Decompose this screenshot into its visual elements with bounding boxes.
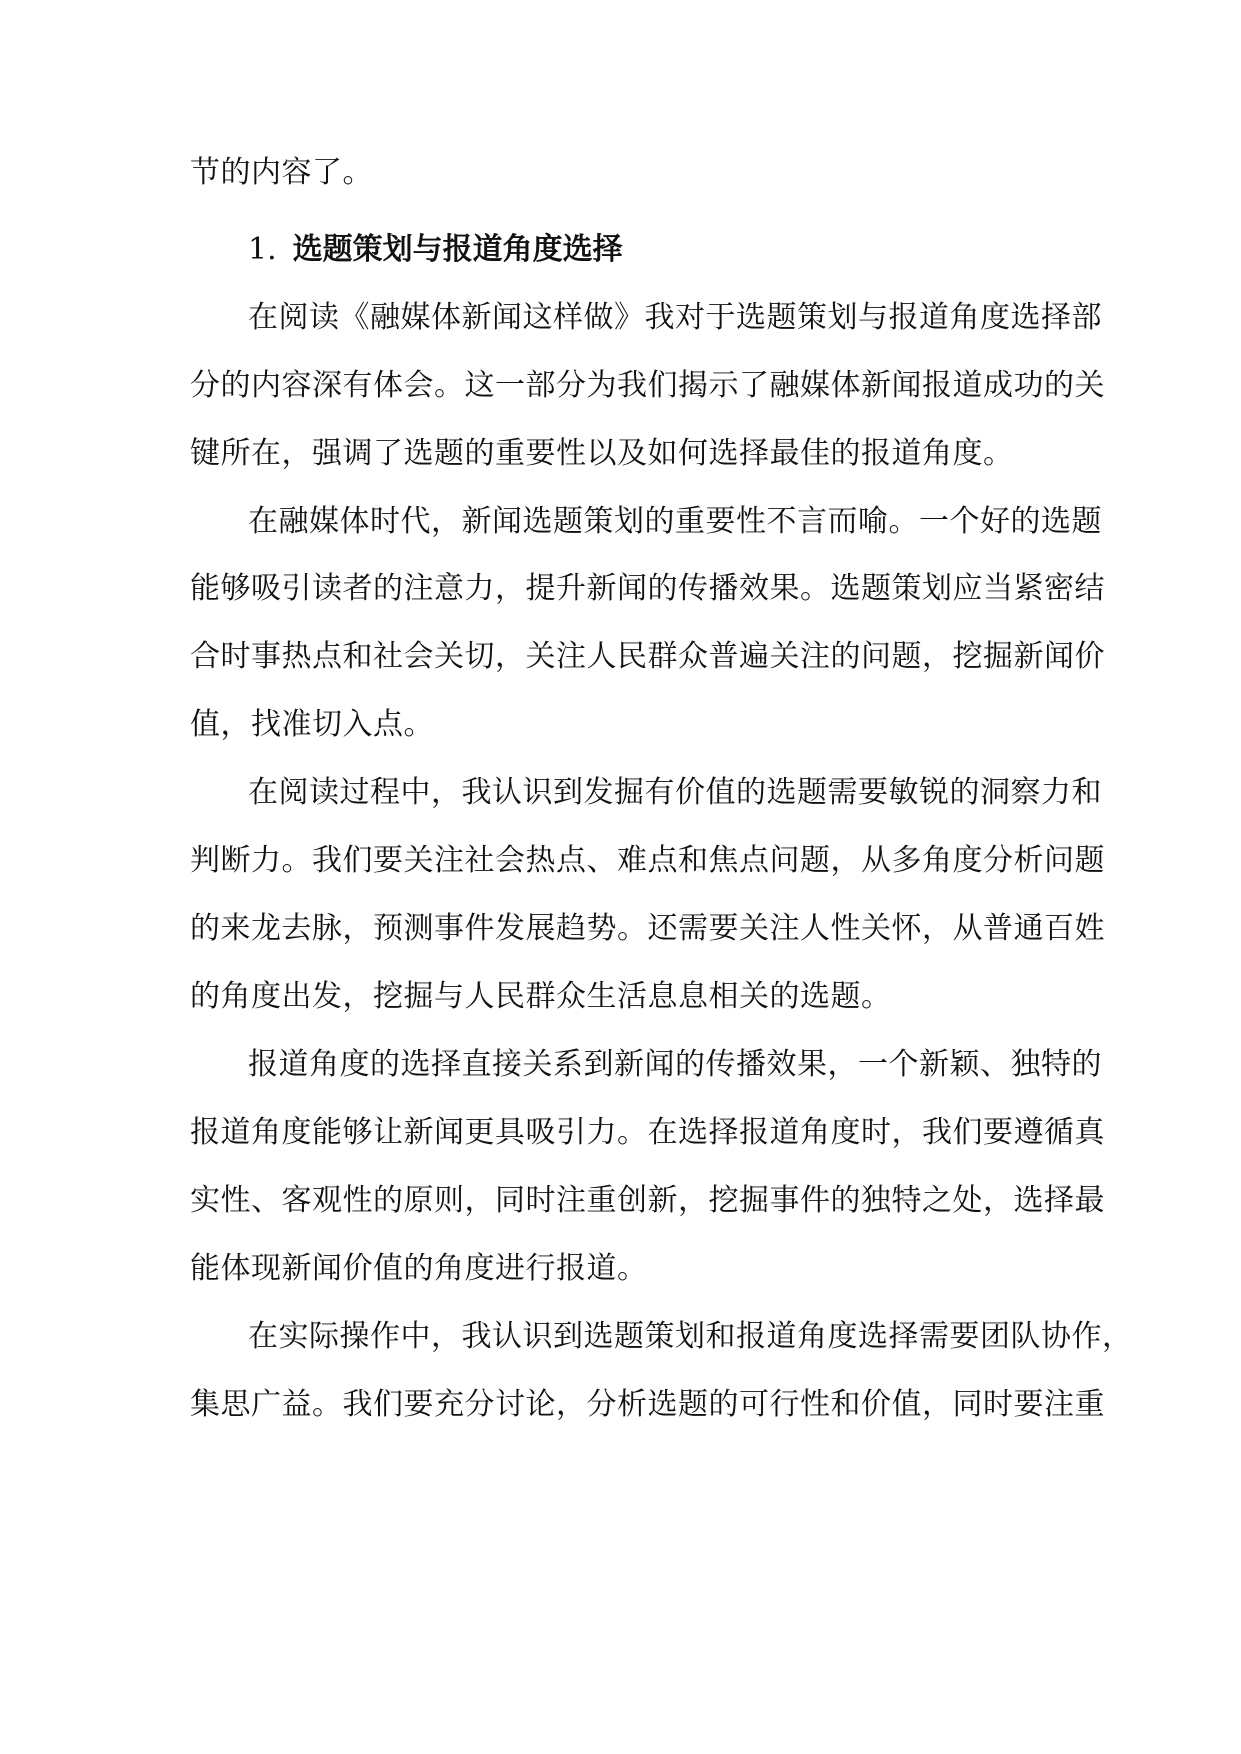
paragraph-line: 报道角度能够让新闻更具吸引力。在选择报道角度时，我们要遵循真 bbox=[190, 1115, 1105, 1150]
opening-line: 节的内容了。 bbox=[190, 155, 373, 190]
paragraph-line: 实性、客观性的原则，同时注重创新，挖掘事件的独特之处，选择最 bbox=[190, 1183, 1105, 1218]
paragraph-line: 在实际操作中，我认识到选题策划和报道角度选择需要团队协作， bbox=[248, 1319, 1133, 1354]
paragraph-line: 值，找准切入点。 bbox=[190, 707, 434, 742]
paragraph-line: 在融媒体时代，新闻选题策划的重要性不言而喻。一个好的选题 bbox=[248, 504, 1102, 539]
section-heading bbox=[248, 230, 623, 270]
section-title: 选题策划与报道角度选择 bbox=[292, 232, 623, 267]
paragraph-line: 能体现新闻价值的角度进行报道。 bbox=[190, 1251, 648, 1286]
paragraph-line: 合时事热点和社会关切，关注人民群众普遍关注的问题，挖掘新闻价 bbox=[190, 639, 1105, 674]
paragraph-line: 在阅读过程中，我认识到发掘有价值的选题需要敏锐的洞察力和 bbox=[248, 775, 1102, 810]
paragraph-line: 键所在，强调了选题的重要性以及如何选择最佳的报道角度。 bbox=[190, 436, 1014, 471]
paragraph-line: 的来龙去脉，预测事件发展趋势。还需要关注人性关怀，从普通百姓 bbox=[190, 911, 1105, 946]
paragraph-line: 的角度出发，挖掘与人民群众生活息息相关的选题。 bbox=[190, 979, 892, 1014]
paragraph-line: 能够吸引读者的注意力，提升新闻的传播效果。选题策划应当紧密结 bbox=[190, 571, 1105, 606]
paragraph-line: 分的内容深有体会。这一部分为我们揭示了融媒体新闻报道成功的关 bbox=[190, 368, 1105, 403]
section-number: 1. bbox=[248, 232, 277, 267]
paragraph-line: 报道角度的选择直接关系到新闻的传播效果，一个新颖、独特的 bbox=[248, 1047, 1102, 1082]
paragraph-line: 集思广益。我们要充分讨论，分析选题的可行性和价值，同时要注重 bbox=[190, 1387, 1105, 1422]
paragraph-line: 在阅读《融媒体新闻这样做》我对于选题策划与报道角度选择部 bbox=[248, 300, 1102, 335]
paragraph-line: 判断力。我们要关注社会热点、难点和焦点问题，从多角度分析问题 bbox=[190, 843, 1105, 878]
